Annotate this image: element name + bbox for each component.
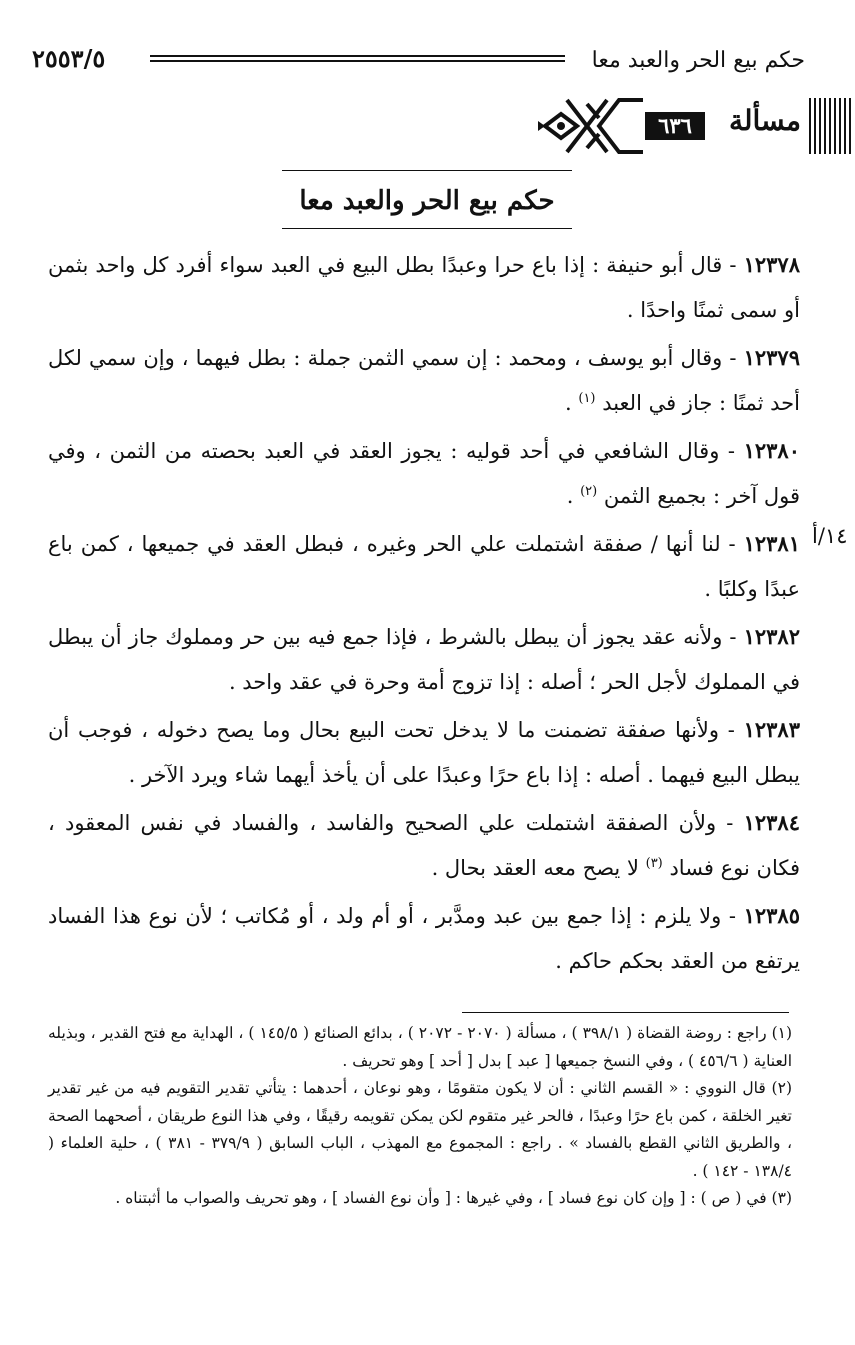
footnote: (١) راجع : روضة القضاة ( ٣٩٨/١ ) ، مسألة ( ٢٠٧٠ - ٢٠٧٢ ) ، بدائع الصنائع ( ١٤٥/٥ ) ، الهداية مع فتح القدير ، وبذيله العناية ( ٤٥٦/٦ ) ، وفي النسخ جميعها [ عبد ] بدل [ أحد ] وهو تحريف . [48, 1024, 793, 1070]
paragraph-tail: . [566, 484, 581, 508]
paragraph [48, 521, 800, 612]
paragraph [48, 614, 800, 705]
paragraph-text: - ولا يلزم : إذا جمع بين عبد ومدَّبر ، أو أم ولد ، أو مُكاتب ؛ لأن نوع هذا الفساد يرتفع من العقد بحكم حاكم . [48, 904, 800, 973]
title-rule-top [282, 170, 572, 171]
footnote-ref[interactable]: (١) [578, 391, 596, 406]
paragraph-text: - قال أبو حنيفة : إذا باع حرا وعبدًا بطل البيع في العبد سواء أفرد كل واحد بثمن أو سمى ثمنًا واحدًا . [48, 253, 800, 322]
margin-folio-note: ١٤/أ [812, 524, 848, 548]
paragraph-number: ١٢٣٨٣ [743, 717, 800, 742]
arabesque-ornament-icon [537, 96, 643, 156]
footnote: (٢) قال النووي : « القسم الثاني : أن لا يكون متقومًا ، وهو نوعان ، أحدهما : يتأتي تقدير التقويم فيه من غير تقدير تغير الخلقة ، كمن باع حرًا وعبدًا ، فالحر غير متقوم لكن يمكن تقويمه رقيقًا ، وفي هذا النوع طريقان ، أصحهما الصحة ، والطريق الثاني القطع بالفساد » . راجع : المجموع مع المهذب ، الباب السابق ( ٣٧٩/٩ - ٣٨١ ) ، حلية العلماء ( ١٣٨/٤ - ١٤٢ ) . [48, 1079, 792, 1180]
paragraph [48, 428, 800, 519]
footnote-rule [462, 1012, 789, 1013]
masala-banner [515, 96, 855, 158]
footnote-ref[interactable]: (٢) [580, 484, 598, 499]
paragraph-text: - لنا أنها / صفقة اشتملت علي الحر وغيره ، فبطل العقد في جميعها ، كمن باع عبدًا وكلبًا . [48, 532, 800, 601]
paragraph-text: - وقال أبو يوسف ، ومحمد : إن سمي الثمن جملة : بطل فيهما ، وإن سمي لكل أحد ثمنًا : جاز في العبد [48, 346, 800, 415]
chapter-title: حكم بيع الحر والعبد معا [299, 186, 555, 216]
paragraph-tail: لا يصح معه العقد بحال . [431, 856, 646, 880]
paragraph-number: ١٢٣٧٩ [743, 345, 800, 370]
paragraph-tail: . [565, 391, 579, 415]
footnotes [48, 1020, 792, 1213]
masala-number: ٦٣٦ [645, 112, 705, 140]
paragraph-text: - ولأنه عقد يجوز أن يبطل بالشرط ، فإذا جمع فيه بين حر ومملوك جاز أن يبطل في المملوك لأجل الحر ؛ أصله : إذا تزوج أمة وحرة في عقد واحد . [48, 625, 800, 694]
paragraph-number: ١٢٣٨٢ [743, 624, 800, 649]
paragraph-text: - وقال الشافعي في أحد قوليه : يجوز العقد في العبد بحصته من الثمن ، وفي قول آخر : بجميع الثمن [48, 439, 800, 508]
paragraph [48, 800, 800, 891]
running-title: حكم بيع الحر والعبد معا [591, 48, 805, 73]
paragraph-number: ١٢٣٨٤ [743, 810, 800, 835]
paragraph-text: - ولأن الصفقة اشتملت علي الصحيح والفاسد ، والفساد في نفس المعقود ، فكان نوع فساد [48, 811, 800, 880]
page-number: ٢٥٥٣/٥ [32, 44, 106, 73]
title-rule-bottom [282, 228, 572, 229]
paragraph [48, 893, 800, 984]
paragraph [48, 242, 800, 333]
footnote-ref[interactable]: (٣) [645, 856, 663, 871]
header-rule-bottom [150, 60, 565, 62]
paragraph-text: - ولأنها صفقة تضمنت ما لا يدخل تحت البيع بحال وما يصح دخوله ، فوجب أن يبطل البيع فيهما . أصله : إذا باع حرًا وعبدًا على أن يأخذ أيهما شاء ويرد الآخر . [48, 718, 800, 787]
paragraph-number: ١٢٣٨٠ [743, 438, 800, 463]
paragraph [48, 707, 800, 798]
body-text [48, 242, 800, 986]
paragraph-number: ١٢٣٧٨ [743, 252, 800, 277]
banner-bars-ornament [809, 98, 853, 154]
header-rule-top [150, 55, 565, 57]
footnote: (٣) في ( ص ) : [ وإن كان نوع فساد ] ، وفي غيرها : [ وأن نوع الفساد ] ، وهو تحريف والصواب ما أثبتناه . [115, 1189, 792, 1207]
paragraph-number: ١٢٣٨٥ [743, 903, 800, 928]
paragraph [48, 335, 800, 426]
paragraph-number: ١٢٣٨١ [743, 531, 800, 556]
masala-label: مسألة [728, 104, 801, 137]
